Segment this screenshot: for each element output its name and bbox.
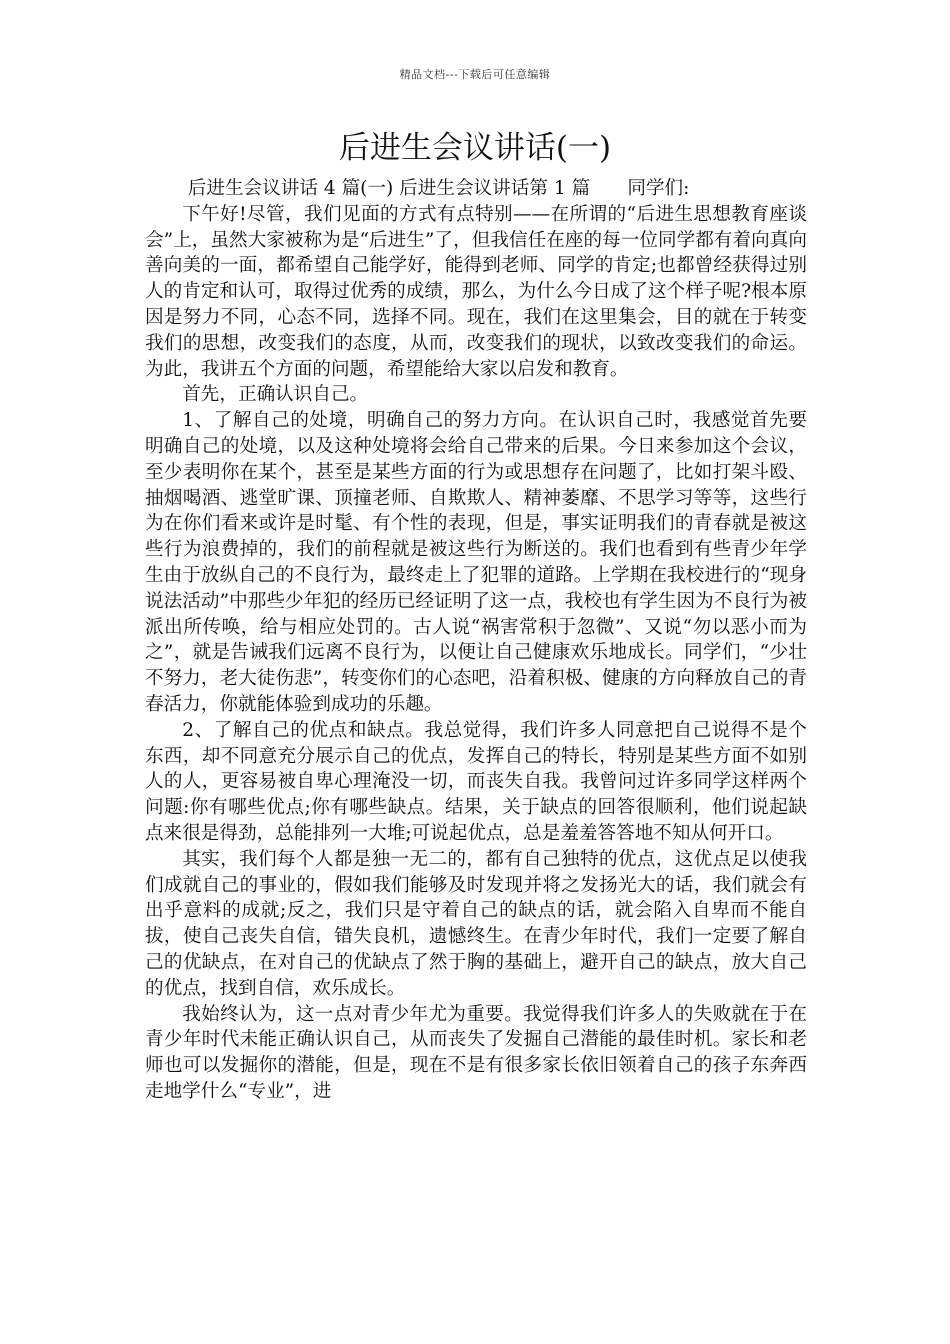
paragraph: 1、了解自己的处境，明确自己的努力方向。在认识自己时，我感觉首先要明确自己的处境，以及这种处境将会给自己带来的后果。今日来参加这个会议，至少表明你在某个，甚至是某些方面的行为或思想存在问题了，比如打架斗殴、抽烟喝酒、逃堂旷课、顶撞老师、自欺欺人、精神萎靡、不思学习等等，这些行为在你们看来或许是时髦、有个性的表现，但是，事实证明我们的青春就是被这些行为浪费掉的，我们的前程就是被这些行为断送的。我们也看到有些青少年学生由于放纵自己的不良行为，最终走上了犯罪的道路。上学期在我校进行的“现身说法活动”中那些少年犯的经历已经证明了这一点，我校也有学生因为不良行为被派出所传唤，给与相应处罚的。古人说“祸害常积于忽微”、又说“勿以恶小而为之”，就是告诫我们远离不良行为，以便让自己健康欢乐地成长。同学们，“少壮不努力，老大徒伤悲”，转变你们的心态吧，沿着积极、健康的方向释放自己的青春活力，你就能体验到成功的乐趣。 bbox=[145, 410, 807, 715]
paragraph: 下午好!尽管，我们见面的方式有点特别——在所谓的“后进生思想教育座谈会”上，虽然大家被称为是“后进生”了，但我信任在座的每一位同学都有着向真向善向美的一面，都希望自己能学好，能得到老师、同学的肯定;也都曾经获得过别人的肯定和认可，取得过优秀的成绩，那么，为什么今日成了这个样子呢?根本原因是努力不同，心态不同，选择不同。现在，我们在这里集会，目的就在于转变我们的思想，改变我们的态度，从而，改变我们的现状，以致改变我们的命运。为此，我讲五个方面的问题，希望能给大家以启发和教育。 bbox=[145, 203, 807, 380]
paragraph: 我始终认为，这一点对青少年尤为重要。我觉得我们许多人的失败就在于在青少年时代未能正确认识自己，从而丧失了发掘自己潜能的最佳时机。家长和老师也可以发掘你的潜能，但是，现在不是有很多家长依旧领着自己的孩子东奔西走地学什么“专业”，进 bbox=[145, 1003, 807, 1102]
paragraph-intro-line: 后进生会议讲话 4 篇(一) 后进生会议讲话第 1 篇 同学们: bbox=[187, 178, 690, 199]
paragraph: 其实，我们每个人都是独一无二的，都有自己独特的优点，这优点足以使我们成就自己的事业的，假如我们能够及时发现并将之发扬光大的话，我们就会有出乎意料的成就;反之，我们只是守着自己的缺点的话，就会陷入自卑而不能自拔，使自己丧失自信，错失良机，遗憾终生。在青少年时代，我们一定要了解自己的优缺点，在对自己的优缺点了然于胸的基础上，避开自己的缺点，放大自己的优点，找到自信，欢乐成长。 bbox=[145, 848, 807, 999]
paragraph: 2、了解自己的优点和缺点。我总觉得，我们许多人同意把自己说得不是个东西，却不同意充分展示自己的优点，发挥自己的特长，特别是某些方面不如别人的人，更容易被自卑心理淹没一切，而丧失自我。我曾问过许多同学这样两个问题:你有哪些优点;你有哪些缺点。结果，关于缺点的回答很顺利，他们说起缺点来很是得劲，总能排列一大堆;可说起优点，总是羞羞答答地不知从何开口。 bbox=[145, 719, 807, 844]
document-title: 后进生会议讲话(一) bbox=[338, 130, 612, 166]
paragraph: 首先，正确认识自己。 bbox=[182, 384, 369, 406]
header-note: 精品文档---下载后可任意编辑 bbox=[399, 68, 551, 81]
document-body bbox=[145, 176, 807, 1105]
